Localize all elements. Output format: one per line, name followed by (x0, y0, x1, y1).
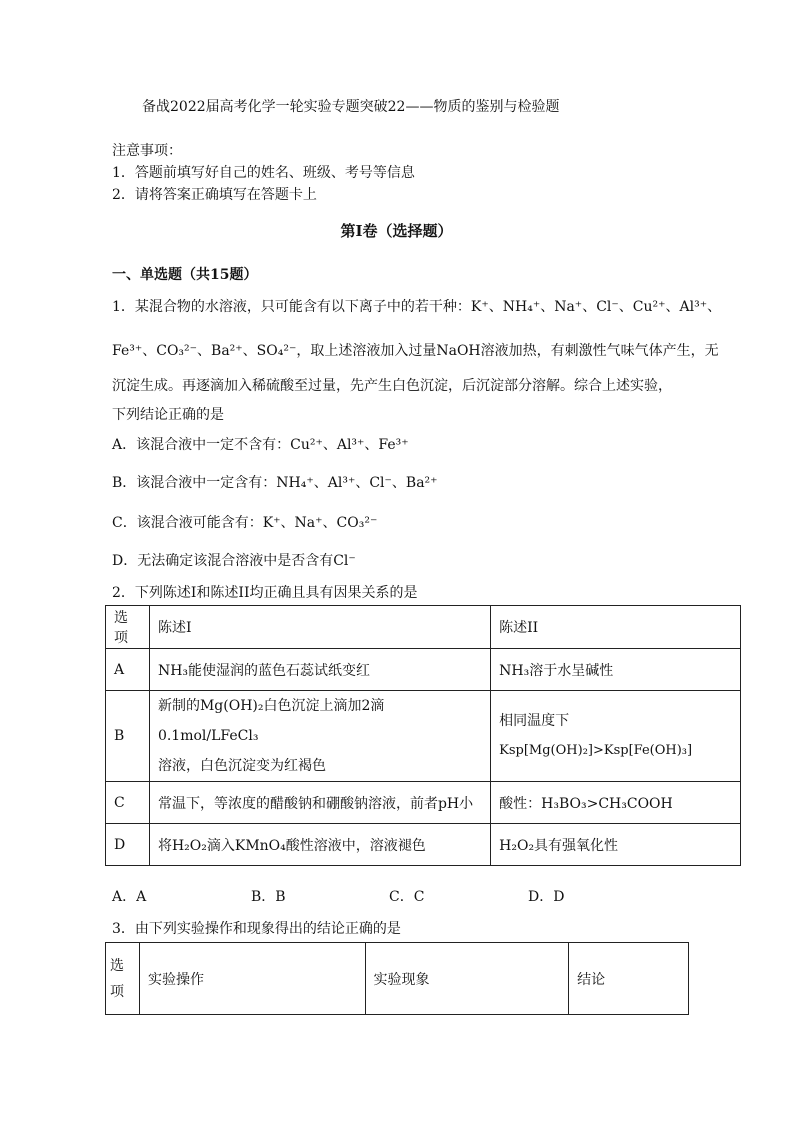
document-title: 备战2022届高考化学一轮实验专题突破22——物质的鉴别与检验题 (142, 99, 560, 115)
table-row (106, 824, 741, 866)
header-line: 项 (110, 983, 124, 1000)
statement-2-cell: NH₃溶于水呈碱性 (491, 649, 741, 691)
header-cell: 陈述II (491, 606, 741, 649)
statement-1-cell: 将H₂O₂滴入KMnO₄酸性溶液中，溶液褪色 (149, 824, 490, 866)
q2-table (105, 605, 741, 866)
answer-choice-d: D．D (528, 889, 565, 905)
statement-2-cell: 酸性：H₃BO₃>CH₃COOH (491, 782, 741, 824)
statement-2-cell (491, 691, 741, 782)
q1-option-a: A．该混合液中一定不含有：Cu²⁺、Al³⁺、Fe³⁺ (112, 437, 409, 453)
section-title: 一、单选题（共15题） (112, 267, 258, 283)
statement-1-cell: 常温下，等浓度的醋酸钠和硼酸钠溶液，前者pH小 (149, 782, 490, 824)
header-cell: 选项 (106, 606, 150, 649)
header-cell (106, 943, 140, 1015)
statement-line: 溶液，白色沉淀变为红褐色 (157, 758, 326, 774)
option-cell: D (106, 824, 150, 866)
answer-choice-c: C．C (389, 889, 425, 905)
statement-line: 相同温度下 (499, 713, 570, 729)
header-cell: 结论 (569, 943, 689, 1015)
q1-option-d: D．无法确定该混合溶液中是否含有Cl⁻ (112, 553, 356, 569)
q1-stem-line: Fe³⁺、CO₃²⁻、Ba²⁺、SO₄²⁻，取上述溶液加入过量NaOH溶液加热，有刺激性气味气体产生，无 (112, 343, 719, 359)
q3-stem: 3．由下列实验操作和现象得出的结论正确的是 (112, 921, 401, 937)
table-row (106, 782, 741, 824)
table-header-row (106, 943, 689, 1015)
q1-option-b: B．该混合液中一定含有：NH₄⁺、Al³⁺、Cl⁻、Ba²⁺ (112, 475, 438, 491)
q1-stem-line: 沉淀生成。再逐滴加入稀硫酸至过量，先产生白色沉淀，后沉淀部分溶解。综合上述实验， (112, 378, 672, 394)
volume-title: 第I卷（选择题） (340, 222, 453, 240)
option-cell: C (106, 782, 150, 824)
statement-line: Ksp[Mg(OH)₂]>Ksp[Fe(OH)₃] (499, 743, 693, 758)
header-line: 选 (110, 957, 124, 974)
statement-line: 新制的Mg(OH)₂白色沉淀上滴加2滴0.1mol/LFeCl₃ (157, 698, 385, 744)
header-cell: 实验操作 (139, 943, 365, 1015)
statement-1-cell (149, 691, 490, 782)
option-cell: A (106, 649, 150, 691)
answer-choice-a: A．A (112, 889, 147, 905)
header-cell: 陈述I (149, 606, 490, 649)
q2-stem: 2．下列陈述I和陈述II均正确且具有因果关系的是 (112, 585, 418, 601)
q1-stem-line: 下列结论正确的是 (112, 407, 224, 423)
option-cell: B (106, 691, 150, 782)
q1-option-c: C．该混合液可能含有：K⁺、Na⁺、CO₃²⁻ (112, 515, 378, 531)
notice-item: 1．答题前填写好自己的姓名、班级、考号等信息 (112, 165, 415, 181)
header-cell: 实验现象 (365, 943, 569, 1015)
q3-table (105, 942, 689, 1015)
statement-2-cell: H₂O₂具有强氧化性 (491, 824, 741, 866)
table-header-row (106, 606, 741, 649)
table-row (106, 649, 741, 691)
notice-item: 2．请将答案正确填写在答题卡上 (112, 187, 317, 203)
statement-1-cell: NH₃能使湿润的蓝色石蕊试纸变红 (149, 649, 490, 691)
answer-choice-b: B．B (251, 889, 286, 905)
table-row (106, 691, 741, 782)
notice-heading: 注意事项： (112, 143, 182, 159)
q1-stem-line: 1．某混合物的水溶液，只可能含有以下离子中的若干种：K⁺、NH₄⁺、Na⁺、Cl⁻、Cu²⁺、Al³⁺、 (112, 299, 722, 315)
